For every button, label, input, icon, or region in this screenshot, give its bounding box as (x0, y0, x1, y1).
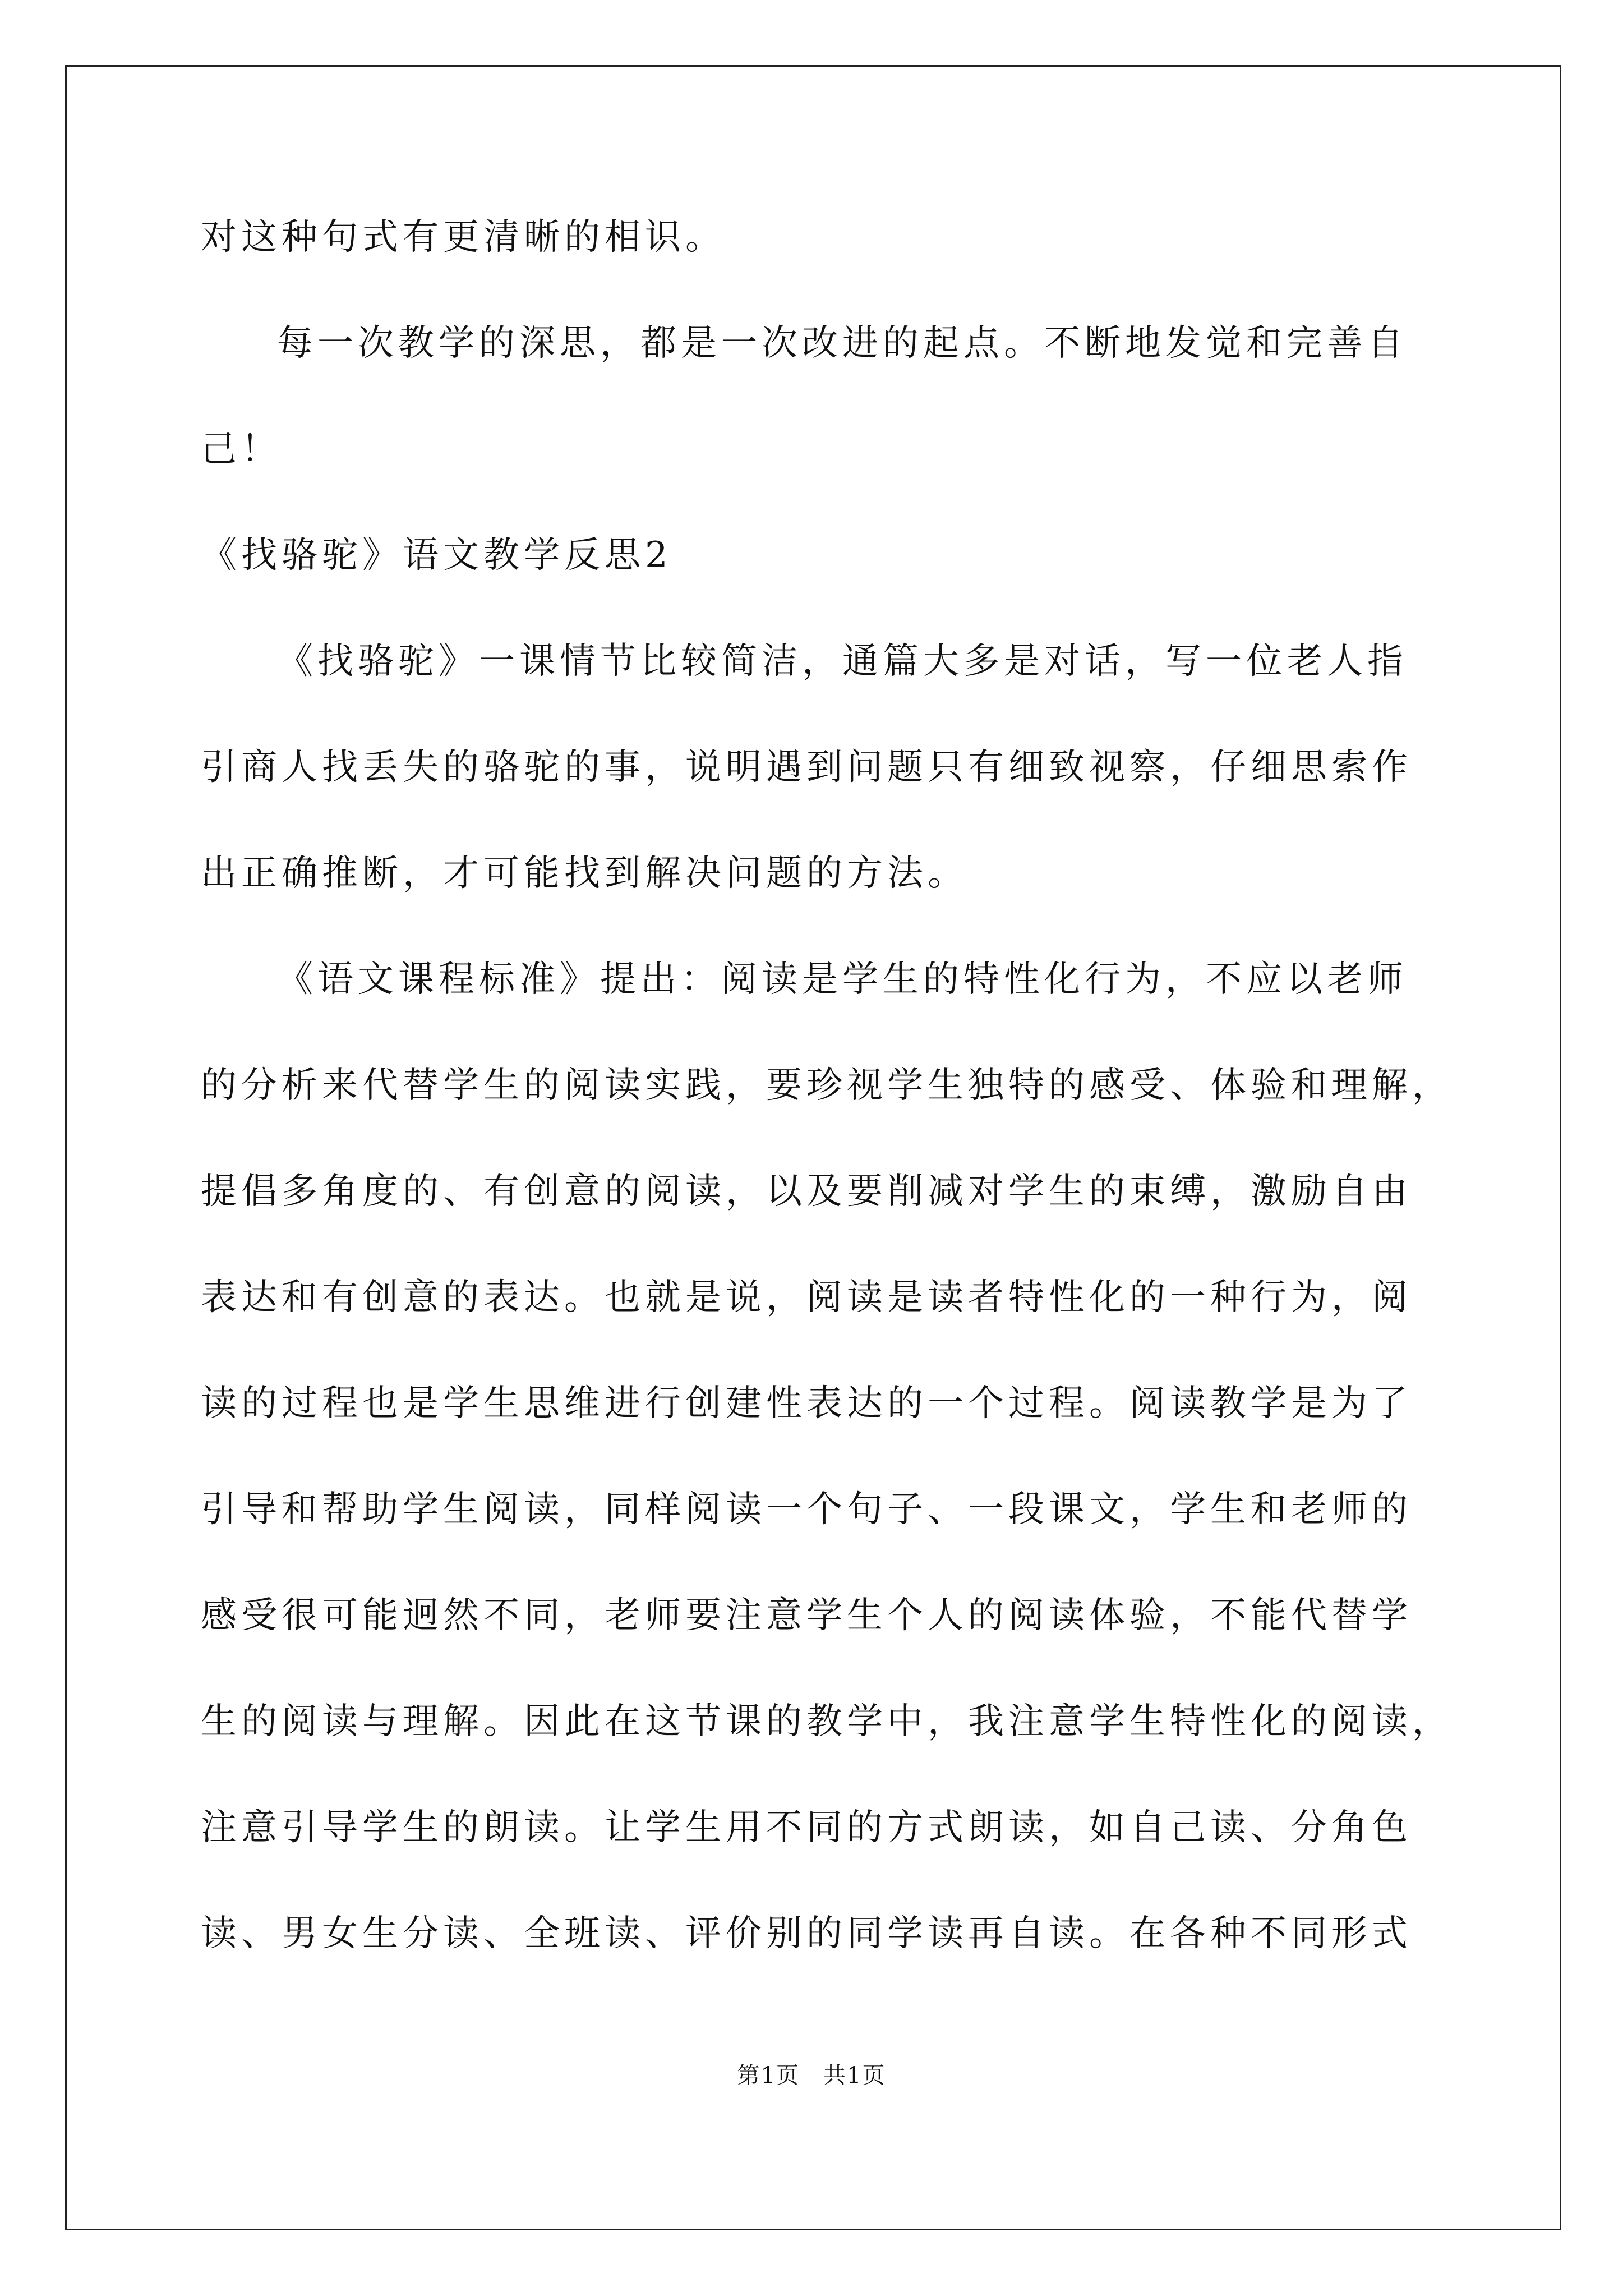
paragraph-line: 引导和帮助学生阅读，同样阅读一个句子、一段课文，学生和老师的 (201, 1489, 1412, 1530)
page-border (65, 65, 1561, 2230)
page-number-footer: 第1页 共1页 (737, 2063, 886, 2088)
paragraph-line: 生的阅读与理解。因此在这节课的教学中，我注意学生特性化的阅读， (201, 1701, 1453, 1742)
paragraph-line: 《找骆驼》一课情节比较简洁，通篇大多是对话，写一位老人指 (277, 641, 1408, 682)
paragraph-line: 注意引导学生的朗读。让学生用不同的方式朗读，如自己读、分角色 (201, 1807, 1412, 1848)
paragraph-line: 的分析来代替学生的阅读实践，要珍视学生独特的感受、体验和理解， (201, 1065, 1453, 1106)
paragraph-line: 表达和有创意的表达。也就是说，阅读是读者特性化的一种行为，阅 (201, 1277, 1412, 1318)
paragraph-line: 引商人找丢失的骆驼的事，说明遇到问题只有细致视察，仔细思索作 (201, 747, 1412, 788)
paragraph-line: 《语文课程标准》提出：阅读是学生的特性化行为，不应以老师 (277, 959, 1408, 1000)
paragraph-line: 出正确推断，才可能找到解决问题的方法。 (201, 853, 968, 894)
section-heading: 《找骆驼》语文教学反思2 (201, 535, 672, 576)
paragraph-line: 感受很可能迥然不同，老师要注意学生个人的阅读体验，不能代替学 (201, 1595, 1412, 1636)
paragraph-line: 读的过程也是学生思维进行创建性表达的一个过程。阅读教学是为了 (201, 1383, 1412, 1424)
paragraph-line: 对这种句式有更清晰的相识。 (201, 217, 726, 258)
paragraph-line: 读、男女生分读、全班读、评价别的同学读再自读。在各种不同形式 (201, 1913, 1412, 1954)
paragraph-line: 己！ (201, 429, 282, 470)
paragraph-line: 提倡多角度的、有创意的阅读，以及要削减对学生的束缚，激励自由 (201, 1171, 1412, 1212)
paragraph-line: 每一次教学的深思，都是一次改进的起点。不断地发觉和完善自 (277, 323, 1408, 364)
